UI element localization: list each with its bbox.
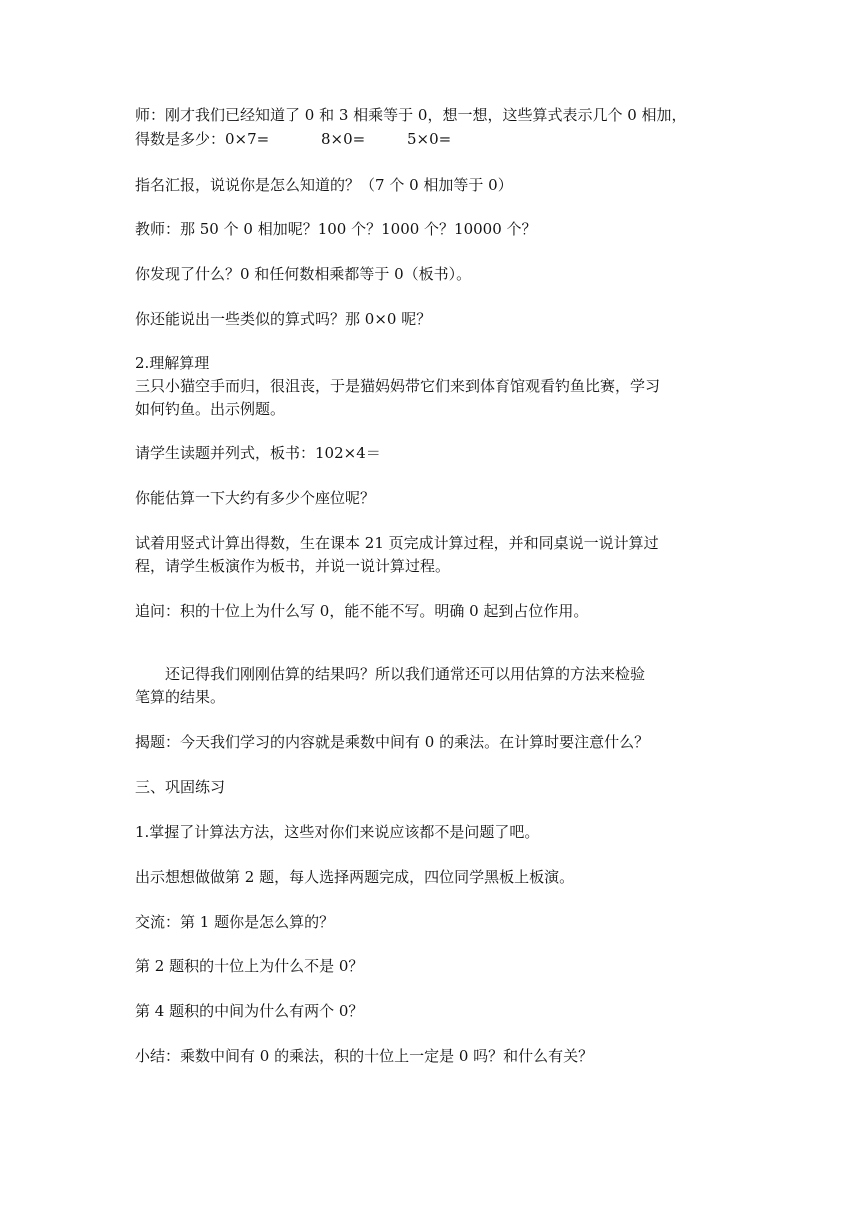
- paragraph-line: 1.掌握了计算法方法，这些对你们来说应该都不是问题了吧。: [135, 823, 540, 841]
- paragraph-line: 师：刚才我们已经知道了 0 和 3 相乘等于 0，想一想，这些算式表示几个 0 相加，: [135, 106, 687, 124]
- paragraph-line: 你能估算一下大约有多少个座位呢？: [135, 489, 376, 507]
- paragraph-line: 教师：那 50 个 0 相加呢？100 个？1000 个？10000 个？: [135, 220, 537, 238]
- paragraph-line: 第 2 题积的十位上为什么不是 0？: [135, 957, 364, 975]
- paragraph-line: 追问：积的十位上为什么写 0，能不能不写。明确 0 起到占位作用。: [135, 602, 589, 620]
- paragraph-line: 你发现了什么？0 和任何数相乘都等于 0（板书）。: [135, 265, 472, 283]
- paragraph-line: 请学生读题并列式，板书：102×4＝: [135, 444, 381, 462]
- section-heading: 三、巩固练习: [135, 778, 226, 796]
- paragraph-line: 如何钓鱼。出示例题。: [135, 400, 286, 418]
- paragraph-line: 程，请学生板演作为板书，并说一说计算过程。: [135, 557, 451, 575]
- paragraph-line: 出示想想做做第 2 题，每人选择两题完成，四位同学黑板上板演。: [135, 868, 575, 886]
- paragraph-line: 交流：第 1 题你是怎么算的？: [135, 913, 335, 931]
- paragraph-line: 小结：乘数中间有 0 的乘法，积的十位上一定是 0 吗？和什么有关？: [135, 1047, 594, 1065]
- paragraph-line: 指名汇报，说说你是怎么知道的？（7 个 0 相加等于 0）: [135, 176, 513, 194]
- equation-0x7: 得数是多少：0×7=: [135, 130, 270, 148]
- equation-8x0: 8×0=: [321, 130, 366, 148]
- paragraph-line: 第 4 题积的中间为什么有两个 0？: [135, 1002, 364, 1020]
- paragraph-line: 揭题：今天我们学习的内容就是乘数中间有 0 的乘法。在计算时要注意什么？: [135, 733, 650, 751]
- paragraph-line: 笔算的结果。: [135, 688, 226, 706]
- paragraph-line: 三只小猫空手而归，很沮丧，于是猫妈妈带它们来到体育馆观看钓鱼比赛，学习: [135, 377, 661, 395]
- paragraph-line: 你还能说出一些类似的算式吗？那 0×0 呢？: [135, 310, 432, 328]
- section-heading: 2.理解算理: [135, 354, 210, 372]
- paragraph-line: 试着用竖式计算出得数，生在课本 21 页完成计算过程，并和同桌说一说计算过: [135, 534, 659, 552]
- equation-line: [135, 128, 735, 151]
- paragraph-line: 还记得我们刚刚估算的结果吗？所以我们通常还可以用估算的方法来检验: [165, 665, 646, 683]
- equation-5x0: 5×0=: [407, 130, 452, 148]
